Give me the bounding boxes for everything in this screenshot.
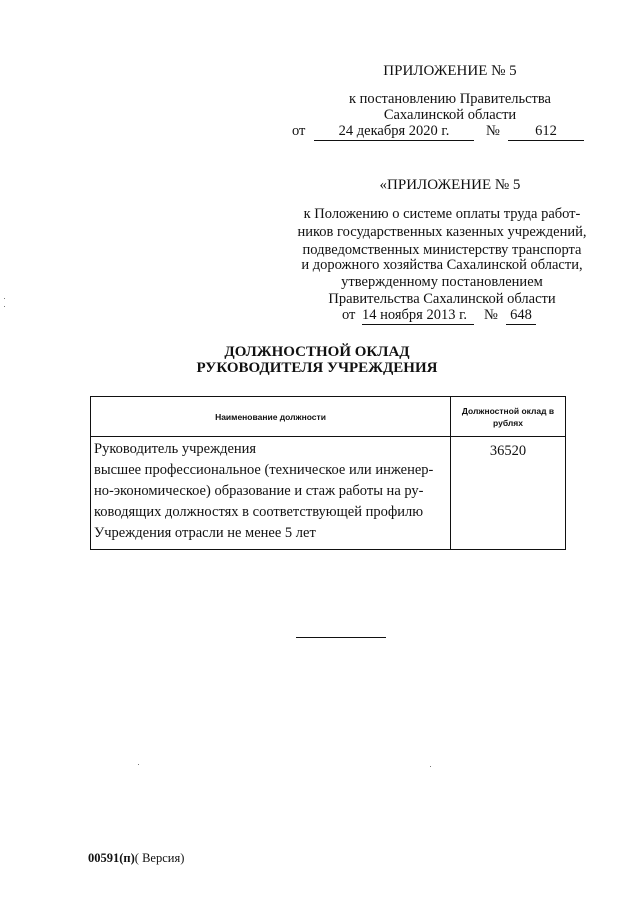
scan-speck: [430, 766, 431, 767]
scan-speck: [4, 298, 5, 299]
appendix-date: 24 декабря 2020 г.: [314, 122, 474, 141]
end-divider: [296, 637, 386, 638]
scan-speck: [4, 306, 5, 307]
document-title-line-1: ДОЛЖНОСТНОЙ ОКЛАД: [224, 344, 410, 360]
scan-speck: [138, 764, 139, 765]
appendix-title: ПРИЛОЖЕНИЕ № 5: [383, 63, 517, 79]
footer-version: ( Версия): [134, 851, 185, 865]
original-appendix-line-6: Правительства Сахалинской области: [328, 291, 556, 307]
appendix-number: 612: [508, 122, 584, 141]
document-title-line-2: РУКОВОДИТЕЛЯ УЧРЕЖДЕНИЯ: [196, 360, 438, 376]
salary-value: 36520: [489, 443, 527, 459]
original-appendix-line-2: ников государственных казенных учреждений,: [297, 224, 587, 240]
original-appendix-line-1: к Положению о системе оплаты труда работ-: [303, 206, 581, 222]
original-appendix-line-3: подведомственных министерству транспорта: [302, 242, 582, 258]
appendix-line-1: к постановлению Правительства: [349, 91, 551, 107]
appendix-line-2: Сахалинской области: [383, 107, 517, 123]
footer-doc-code: 00591(п): [88, 851, 135, 865]
original-appendix-date: 14 ноября 2013 г.: [362, 306, 474, 325]
position-line-5: Учреждения отрасли не менее 5 лет: [94, 525, 316, 541]
appendix-number-sign: №: [486, 123, 500, 139]
original-appendix-date-prefix: от: [342, 307, 356, 323]
footer-code: [88, 850, 184, 866]
position-line-1: Руководитель учреждения: [94, 441, 257, 457]
original-appendix-title: «ПРИЛОЖЕНИЕ № 5: [379, 177, 521, 193]
position-line-3: но-экономическое) образование и стаж работы на ру-: [94, 483, 424, 499]
original-appendix-date-row: [330, 306, 590, 326]
header-position-name: Наименование должности: [91, 397, 451, 437]
position-description: [91, 437, 451, 549]
appendix-date-row: [292, 122, 592, 142]
header-salary-line-1: Должностной оклад в: [461, 405, 555, 416]
salary-table: [90, 396, 566, 550]
position-line-2: высшее профессиональное (техническое или инженер-: [94, 462, 434, 478]
appendix-date-prefix: от: [292, 123, 306, 139]
original-appendix-line-4: и дорожного хозяйства Сахалинской области,: [301, 257, 583, 273]
header-salary-line-2: рублях: [493, 417, 523, 428]
original-appendix-number: 648: [506, 306, 536, 325]
original-appendix-line-5: утвержденному постановлением: [341, 274, 543, 290]
position-line-4: ководящих должностях в соответствующей профилю: [94, 504, 424, 520]
header-salary: [451, 397, 565, 437]
original-appendix-number-sign: №: [484, 307, 498, 323]
